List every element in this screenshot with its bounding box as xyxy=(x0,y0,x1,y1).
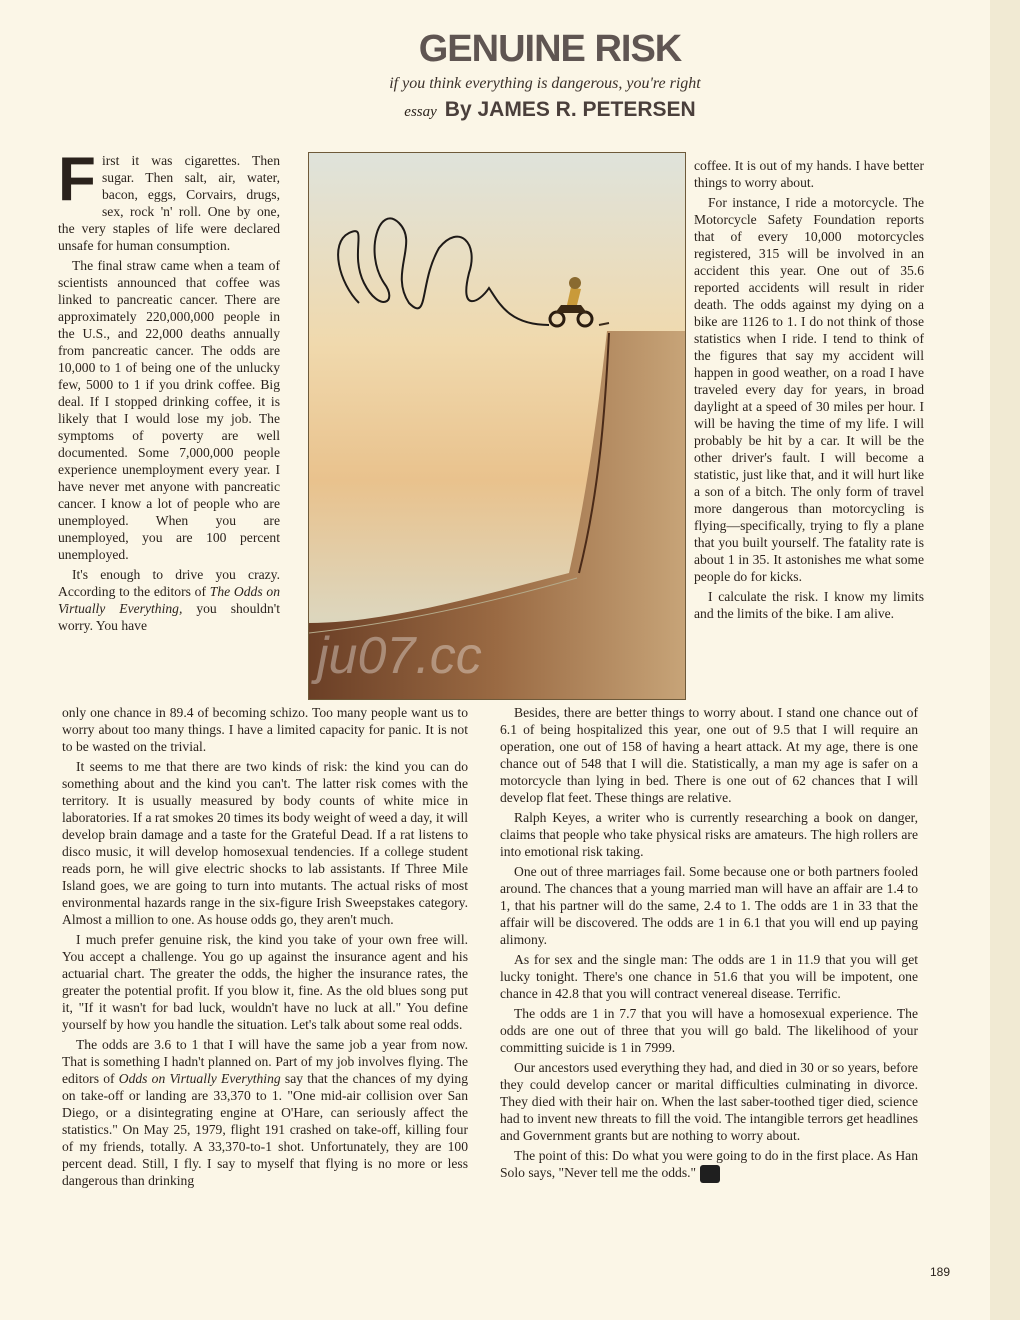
article-subtitle: if you think everything is dangerous, you're right xyxy=(389,75,701,92)
byline xyxy=(300,98,800,122)
paragraph: The odds are 3.6 to 1 that I will have the same job a year from now. That is something I hadn't planned on. Part of my job involves flying. The editors of Odds on Virtually Everything say that the chances of my dying on take-off or landing are 33,370 to 1. "One mid-air collision over San Diego, or a disintegrating engine at O'Hare, can seriously affect the statistics." On May 25, 1979, flight 191 crashed on take-off, killing four of my friends, totally. A 33,370-to-1 shot. Unfortunately, they are 100 percent dead. Still, I fly. I say to myself that flying is no more or less dangerous than drinking xyxy=(62,1037,469,1188)
paragraph: Our ancestors used everything they had, and died in 30 or so years, before they could develop cancer or marital difficulties culminating in divorce. They died with their hair on. When the last saber-toothed tiger died, science had to invent new threats to fill the void. The intangible terrors get headlines and Government grants but are nothing to worry about. xyxy=(500,1060,918,1143)
page-number: 189 xyxy=(930,1265,951,1279)
motorcycle-cliff-illustration xyxy=(308,152,686,700)
watermark: ju07.cc xyxy=(317,627,482,685)
paragraph: First it was cigarettes. Then sugar. Then salt, air, water, bacon, eggs, Corvairs, drugs, sex, rock 'n' roll. One by one, the very staples of life were declared unsafe for human consumption. xyxy=(58,145,280,253)
paragraph: Besides, there are better things to worry about. I stand one chance out of 6.1 of being hospitalized this year, one out of 9.5 that I will require an operation, one out of 158 of having a heart attack. At my age, there is one chance out of 548 that I will die. Statistically, a man my age is safer on a motorcycle than lying in bed. There is one out of 62 chances that I will develop flat feet. These things are relative. xyxy=(500,705,918,805)
paragraph: coffee. It is out of my hands. I have better things to worry about. xyxy=(694,158,924,190)
paragraph: It seems to me that there are two kinds of risk: the kind you can do something about and the kind you can't. The latter risk comes with the territory. It is usually measured by body counts of white mice in laboratories. If a rat smokes 20 times its body weight of weed a day, it will develop brain damage and a taste for the Grateful Dead. If a rat listens to disco music, it will develop homosexual tendencies. If a college student reads porn, he will give electric shocks to lab assistants. If Three Mile Island goes, we are going to turn into mutants. The actual risks of most environmental hazards range in the six-figure Irish Sweepstakes category. Almost a million to one. As house odds go, they aren't much. xyxy=(62,759,468,927)
paragraph: The final straw came when a team of scientists announced that coffee was linked to pancreatic cancer. There are approximately 220,000,000 people in the U.S., and 22,000 deaths annually from pancreatic cancer. The odds are 10,000 to 1 of being one of the unlucky few, 5000 to 1 if you drink coffee. Big deal. If I stopped drinking coffee, it is likely that I would lose my job. The symptoms of poverty are well documented. Some 7,000,000 people experience unemployment every year. I have never met anyone with pancreatic cancer. I know a lot of people who are unemployed. When you are unemployed, you are 100 percent unemployed. xyxy=(58,258,280,562)
paragraph: I much prefer genuine risk, the kind you take of your own free will. You accept a challenge. You go up against the insurance agent and his actuarial chart. The greater the odds, the higher the insurance rates, the greater the potential profit. If you blow it, fine. As the old blues song put it, "If it wasn't for bad luck, wouldn't have no luck at all." You define yourself by how you handle the situation. Let's talk about some real odds. xyxy=(62,932,468,1032)
paragraph: The point of this: Do what you were going to do in the first place. As Han Solo says, "Never tell me the odds." xyxy=(500,1147,918,1183)
byline-prefix: essay xyxy=(404,104,437,120)
right-column xyxy=(694,157,924,625)
paragraph: only one chance in 89.4 of becoming schizo. Too many people want us to worry about too many things. I have a limited capacity for panic. It is not to be wasted on the trivial. xyxy=(62,705,468,754)
paragraph: The odds are 1 in 7.7 that you will have a homosexual experience. The odds are one out of three that you will go bald. The likelihood of your committing suicide is 1 in 7999. xyxy=(500,1006,918,1055)
paragraph: As for sex and the single man: The odds are 1 in 11.9 that you will get lucky tonight. There's one chance in 51.6 that you will be impotent, one chance in 42.8 that you will contract venereal disease. Terrific. xyxy=(500,952,918,1001)
paragraph: It's enough to drive you crazy. According to the editors of The Odds on Virtually Everything, you shouldn't worry. You have xyxy=(58,567,281,633)
paragraph: For instance, I ride a motorcycle. The Motorcycle Safety Foundation reports that of every 10,000 motorcycles registered, 315 will be involved in an accident this year. One out of 35.6 reported accidents will result in rider death. The odds against my dying on a bike are 1126 to 1. I do not think of those statistics when I ride. I tend to think of the figures that say my accident will happen in good weather, on a road I have traveled every day for years, in broad daylight at a speed of 30 miles per hour. I will be having the time of my life. I will probably be hit by a car. It will be the other driver's fault. I will become a statistic, just like that, and it will hurt like a son of a bitch. The only form of travel more dangerous than motorcycling is flying—specifically, trying to fly a plane that you built yourself. The fatality rate is about 1 in 35. It astonishes me what some people do for kicks. xyxy=(694,195,924,584)
left-column xyxy=(58,145,281,637)
bottom-left-column xyxy=(62,704,468,1192)
paragraph: I calculate the risk. I know my limits and the limits of the bike. I am alive. xyxy=(694,589,924,621)
paragraph: Ralph Keyes, a writer who is currently researching a book on danger, claims that people who take physical risks are amateurs. The high rollers are into emotional risk taking. xyxy=(500,810,918,859)
bottom-right-column xyxy=(500,704,918,1186)
paragraph: One out of three marriages fail. Some because one or both partners fooled around. The chances that a young married man will have an affair are 1.4 to 1, that his partner will do the same, 2.4 to 1. The odds are 1 in 33 that the affair will be discovered. The odds are 1 in 6.1 that you will end up paying alimony. xyxy=(500,864,918,947)
drop-cap: F xyxy=(58,145,96,214)
end-mark-icon xyxy=(700,1165,720,1183)
article-title: GENUINE RISK xyxy=(418,28,682,70)
page-edge xyxy=(990,0,1020,1320)
byline-author: By JAMES R. PETERSEN xyxy=(444,98,696,121)
